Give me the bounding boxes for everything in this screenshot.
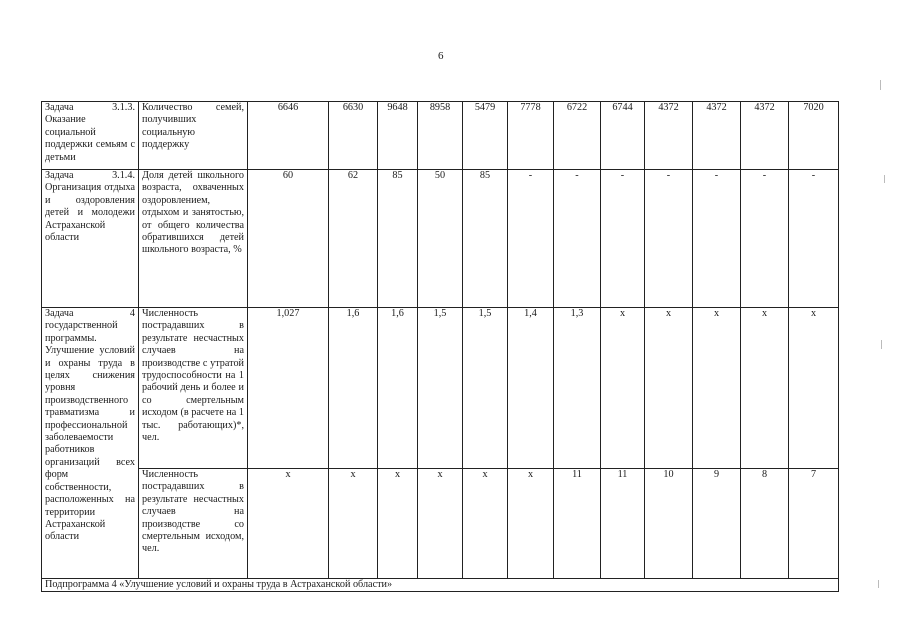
value-cell: 4372: [693, 102, 741, 170]
value-cell: -: [645, 170, 693, 308]
value-cell: x: [693, 308, 741, 469]
task-cell: Задача 4 государственной программы. Улучшение условий и охраны труда в целях снижения уровня производственного травматизма и профессиональной заболеваемости работников организаций всех форм собственности, расположенных на территории Астраханской области: [42, 308, 139, 579]
value-cell: x: [645, 308, 693, 469]
table-row: [42, 469, 839, 579]
scan-artifact: [881, 340, 882, 349]
table-row: [42, 170, 839, 308]
value-cell: 8: [741, 469, 789, 579]
value-cell: 7: [789, 469, 839, 579]
indicators-table: [41, 101, 839, 592]
value-cell: 9: [693, 469, 741, 579]
value-cell: 50: [418, 170, 463, 308]
value-cell: -: [693, 170, 741, 308]
value-cell: 6744: [601, 102, 645, 170]
value-cell: 1,4: [508, 308, 554, 469]
indicator-cell: Количество семей, получивших социальную поддержку: [139, 102, 248, 170]
table-row: [42, 579, 839, 592]
value-cell: x: [789, 308, 839, 469]
table-row: [42, 308, 839, 469]
value-cell: 1,027: [248, 308, 329, 469]
table-row: [42, 102, 839, 170]
value-cell: 6722: [554, 102, 601, 170]
value-cell: x: [329, 469, 378, 579]
value-cell: 85: [378, 170, 418, 308]
value-cell: x: [601, 308, 645, 469]
value-cell: 1,5: [418, 308, 463, 469]
page-number: 6: [438, 50, 444, 62]
value-cell: 8958: [418, 102, 463, 170]
value-cell: 85: [463, 170, 508, 308]
value-cell: x: [378, 469, 418, 579]
value-cell: 11: [601, 469, 645, 579]
value-cell: 9648: [378, 102, 418, 170]
value-cell: x: [463, 469, 508, 579]
value-cell: 10: [645, 469, 693, 579]
subprogram-heading: Подпрограмма 4 «Улучшение условий и охраны труда в Астраханской области»: [42, 579, 839, 592]
value-cell: 62: [329, 170, 378, 308]
value-cell: 4372: [741, 102, 789, 170]
value-cell: 1,6: [329, 308, 378, 469]
value-cell: x: [418, 469, 463, 579]
value-cell: 1,6: [378, 308, 418, 469]
value-cell: 4372: [645, 102, 693, 170]
task-cell: Задача 3.1.3. Оказание социальной поддержки семьям с детьми: [42, 102, 139, 170]
value-cell: 6646: [248, 102, 329, 170]
scan-artifact: [880, 80, 881, 90]
indicator-cell: Доля детей школьного возраста, охваченных оздоровлением, отдыхом и занятостью, от общего количества обратившихся детей школьного возраста, %: [139, 170, 248, 308]
task-cell: Задача 3.1.4. Организация отдыха и оздоровления детей и молодежи Астраханской области: [42, 170, 139, 308]
indicator-cell: Численность пострадавших в результате несчастных случаев на производстве с утратой трудоспособности на 1 рабочий день и более и со смертельным исходом (в расчете на 1 тыс. работающих)*, чел.: [139, 308, 248, 469]
value-cell: 7778: [508, 102, 554, 170]
value-cell: -: [601, 170, 645, 308]
value-cell: 6630: [329, 102, 378, 170]
value-cell: x: [741, 308, 789, 469]
value-cell: 5479: [463, 102, 508, 170]
value-cell: 60: [248, 170, 329, 308]
value-cell: -: [508, 170, 554, 308]
value-cell: 1,5: [463, 308, 508, 469]
value-cell: -: [741, 170, 789, 308]
value-cell: 11: [554, 469, 601, 579]
value-cell: x: [248, 469, 329, 579]
indicator-cell: Численность пострадавших в результате несчастных случаев на производстве со смертельным исходом, чел.: [139, 469, 248, 579]
value-cell: -: [789, 170, 839, 308]
value-cell: 7020: [789, 102, 839, 170]
scan-artifact: [884, 175, 885, 183]
value-cell: x: [508, 469, 554, 579]
value-cell: -: [554, 170, 601, 308]
scan-artifact: [878, 580, 879, 588]
value-cell: 1,3: [554, 308, 601, 469]
